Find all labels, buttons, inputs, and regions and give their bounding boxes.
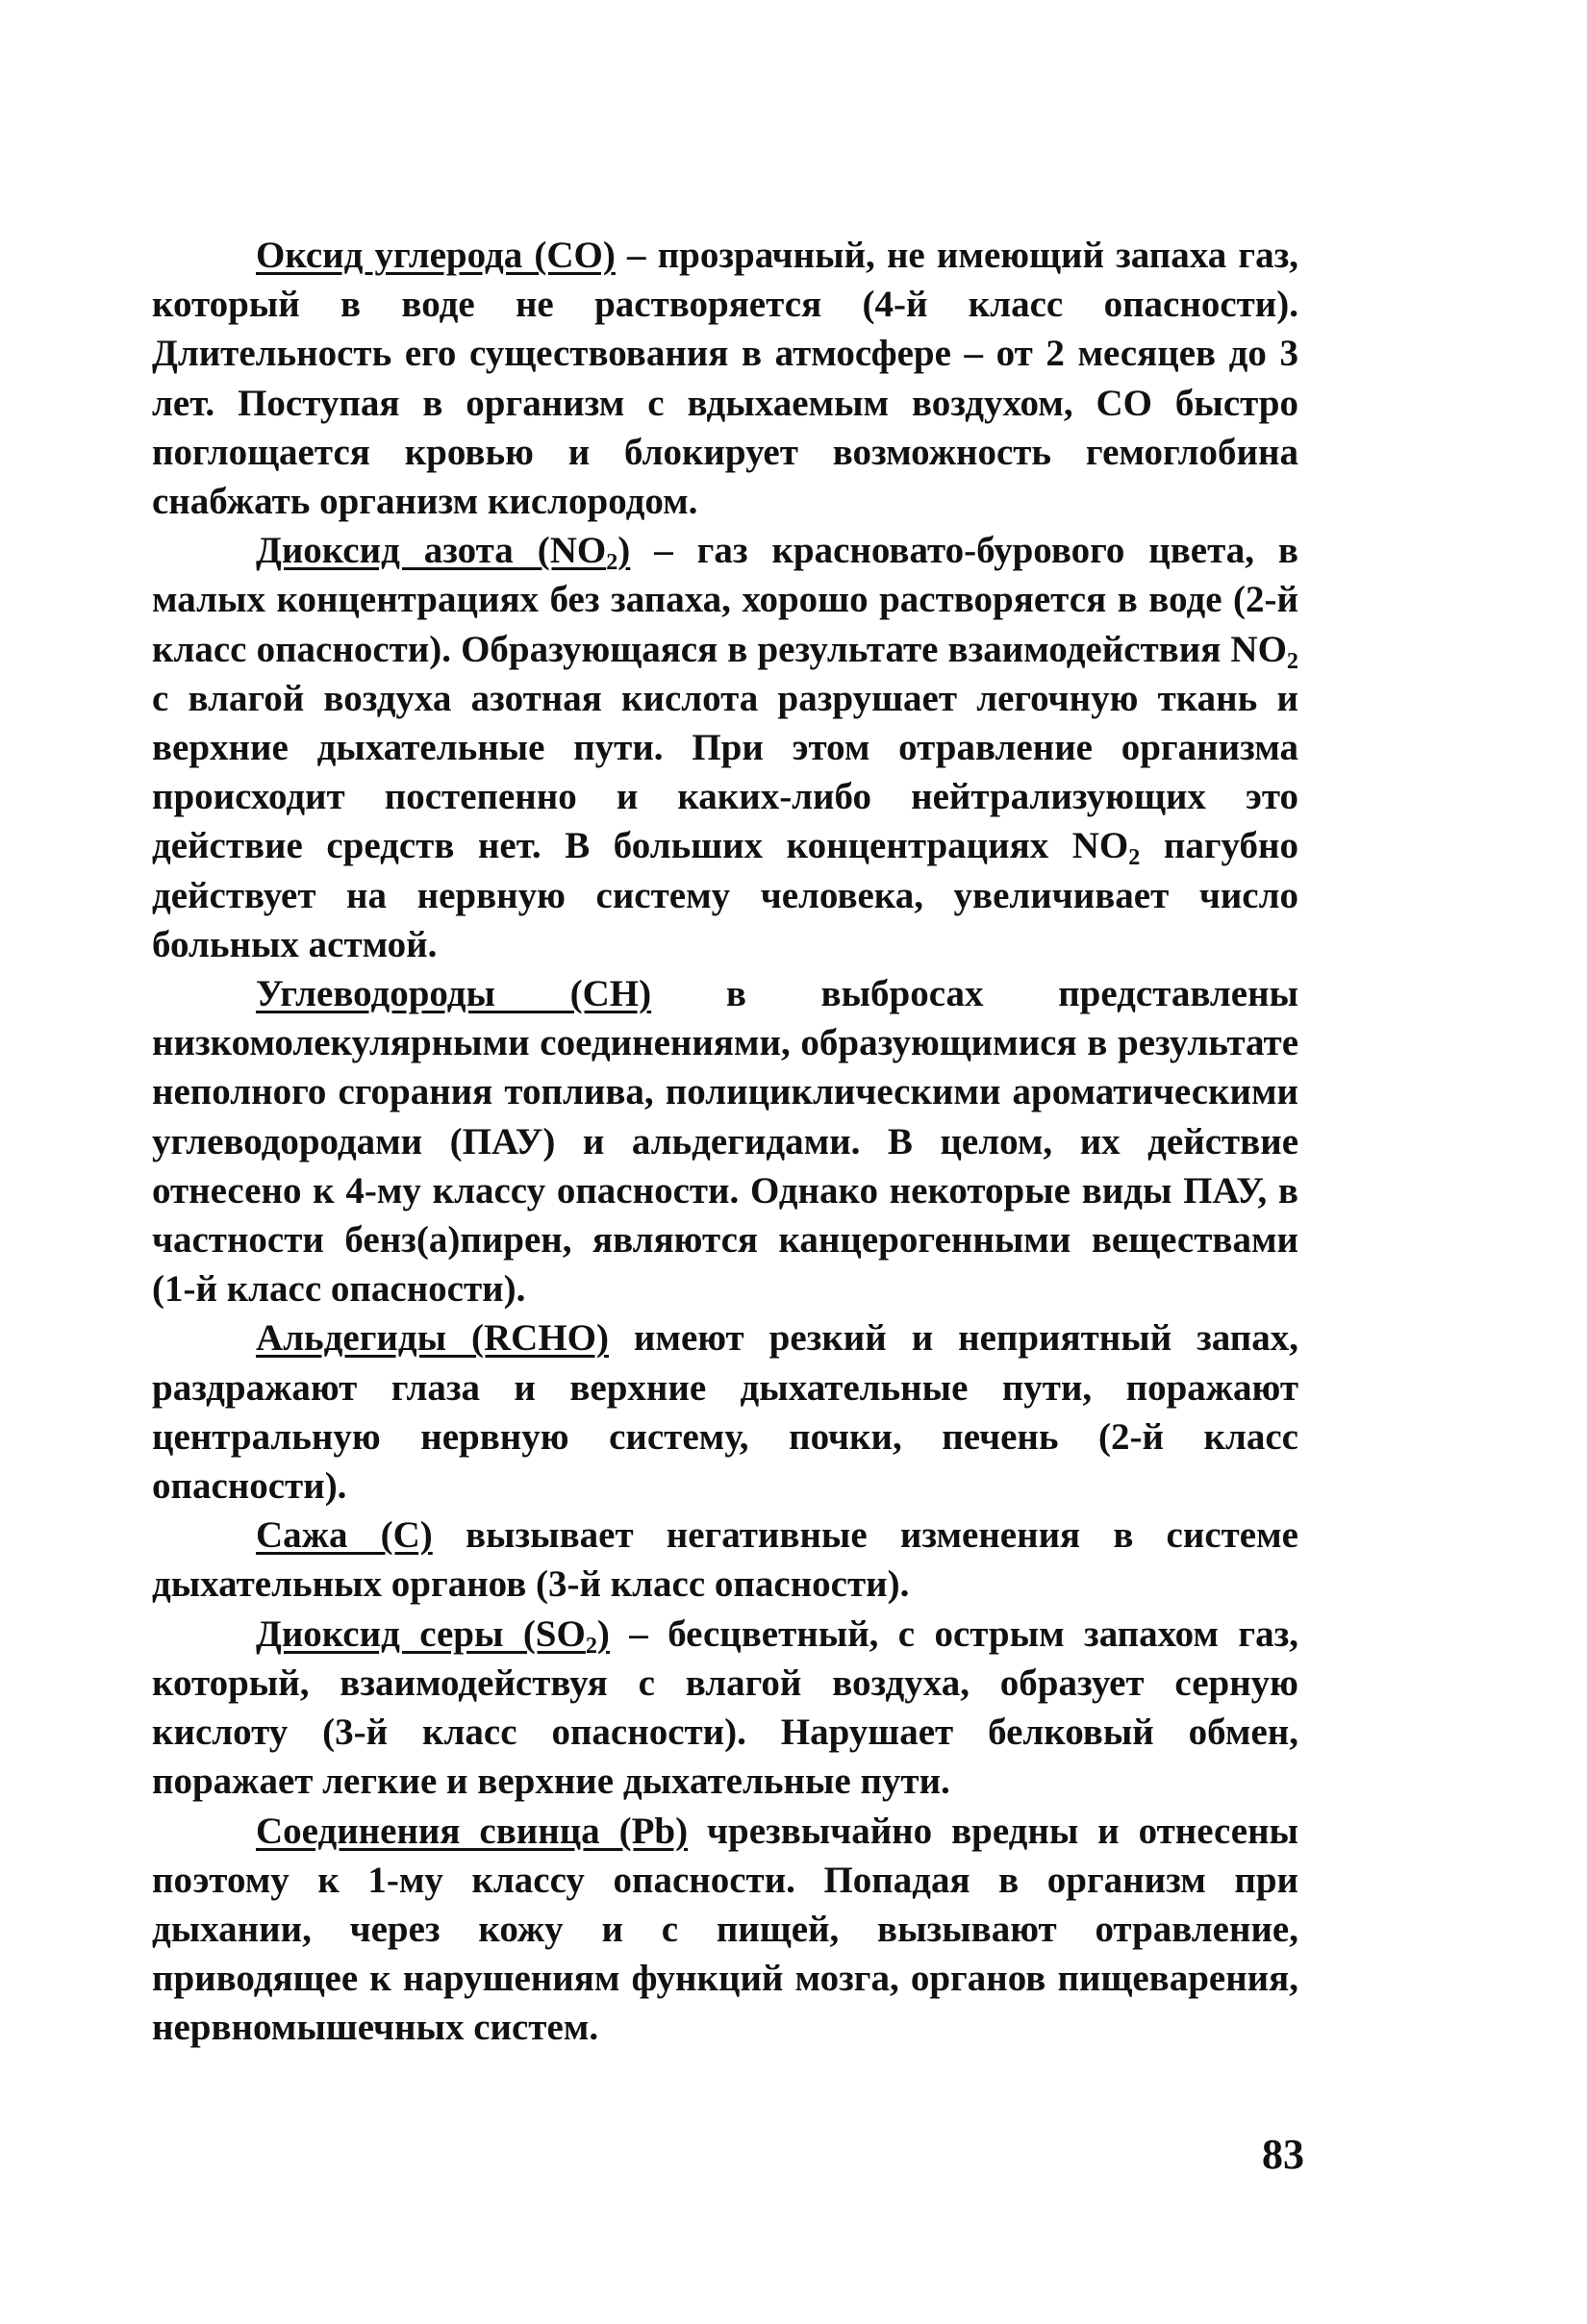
paragraph-text: в выбросах представлены низкомолекулярными соединениями, образующимися в результате неполного сгорания топлива, полициклическими ароматическими углеводородами (ПАУ) и альдегидами. В целом, их действие отнесено к 4-му классу опасности. Однако некоторые виды ПАУ, в частности бенз(а)пирен, являются канцерогенными веществами (1-й класс опасности).	[152, 973, 1298, 1311]
subscript: 2	[1128, 844, 1141, 871]
body-text	[152, 231, 1298, 2053]
paragraph-soot	[152, 1511, 1298, 1609]
term-text: Диоксид серы (SO	[256, 1612, 586, 1655]
term-lead-compounds: Соединения свинца (Pb)	[256, 1810, 689, 1852]
paragraph-hydrocarbons	[152, 969, 1298, 1313]
page-number: 83	[1262, 2131, 1304, 2178]
term-soot: Сажа (C)	[256, 1514, 433, 1557]
paragraph-text: пагубно действует на нервную систему человека, увеличивает число больных астмой.	[152, 825, 1298, 965]
paragraph-text: – бесцветный, с острым запахом газ, который, взаимодействуя с влагой воздуха, образует серную кислоту (3-й класс опасности). Нарушает белковый обмен, поражает легкие и верхние дыхательные пути.	[152, 1612, 1298, 1803]
paragraph-text: вызывает негативные изменения в системе дыхательных органов (3-й класс опасности).	[152, 1514, 1298, 1606]
paragraph-sulfur-dioxide	[152, 1610, 1298, 1807]
subscript: 2	[585, 1632, 597, 1659]
paragraph-text: – газ красновато-бурового цвета, в малых концентрациях без запаха, хорошо растворяется в воде (2-й класс опасности). Образующаяся в результате взаимодействия NO	[152, 530, 1298, 670]
paragraph-text: с влагой воздуха азотная кислота разрушает легочную ткань и верхние дыхательные пути. При этом отравление организма происходит постепенно и каких-либо нейтрализующих это действие средств нет. В больших концентрациях NO	[152, 677, 1298, 867]
term-hydrocarbons: Углеводороды (CH)	[256, 973, 652, 1015]
term-carbon-monoxide: Оксид углерода (CO)	[256, 235, 616, 276]
subscript: 2	[606, 548, 618, 575]
paragraph-text: имеют резкий и неприятный запах, раздражают глаза и верхние дыхательные пути, поражают центральную нервную систему, почки, печень (2-й класс опасности).	[152, 1317, 1298, 1508]
term-nitrogen-dioxide	[256, 530, 631, 575]
term-text: )	[617, 530, 631, 572]
paragraph-carbon-monoxide	[152, 231, 1298, 526]
term-sulfur-dioxide	[256, 1612, 610, 1659]
paragraph-nitrogen-dioxide	[152, 526, 1298, 969]
paragraph-text: чрезвычайно вредны и отнесены поэтому к 1-му классу опасности. Попадая в организм при дыхании, через кожу и с пищей, вызывают отравление, приводящее к нарушениям функций мозга, органов пищеварения, нервномышечных систем.	[152, 1810, 1298, 2049]
term-text: Диоксид азота (NO	[256, 530, 607, 572]
term-aldehydes: Альдегиды (RCHO)	[256, 1317, 609, 1360]
paragraph-text: – прозрачный, не имеющий запаха газ, который в воде не растворяется (4-й класс опасности). Длительность его существования в атмосфере – от 2 месяцев до 3 лет. Поступая в организм с вдыхаемым воздухом, CO быстро поглощается кровью и блокирует возможность гемоглобина снабжать организм кислородом.	[152, 235, 1298, 523]
paragraph-aldehydes	[152, 1313, 1298, 1511]
term-text: )	[596, 1612, 610, 1655]
subscript: 2	[1286, 647, 1298, 674]
paragraph-lead-compounds	[152, 1807, 1298, 2053]
